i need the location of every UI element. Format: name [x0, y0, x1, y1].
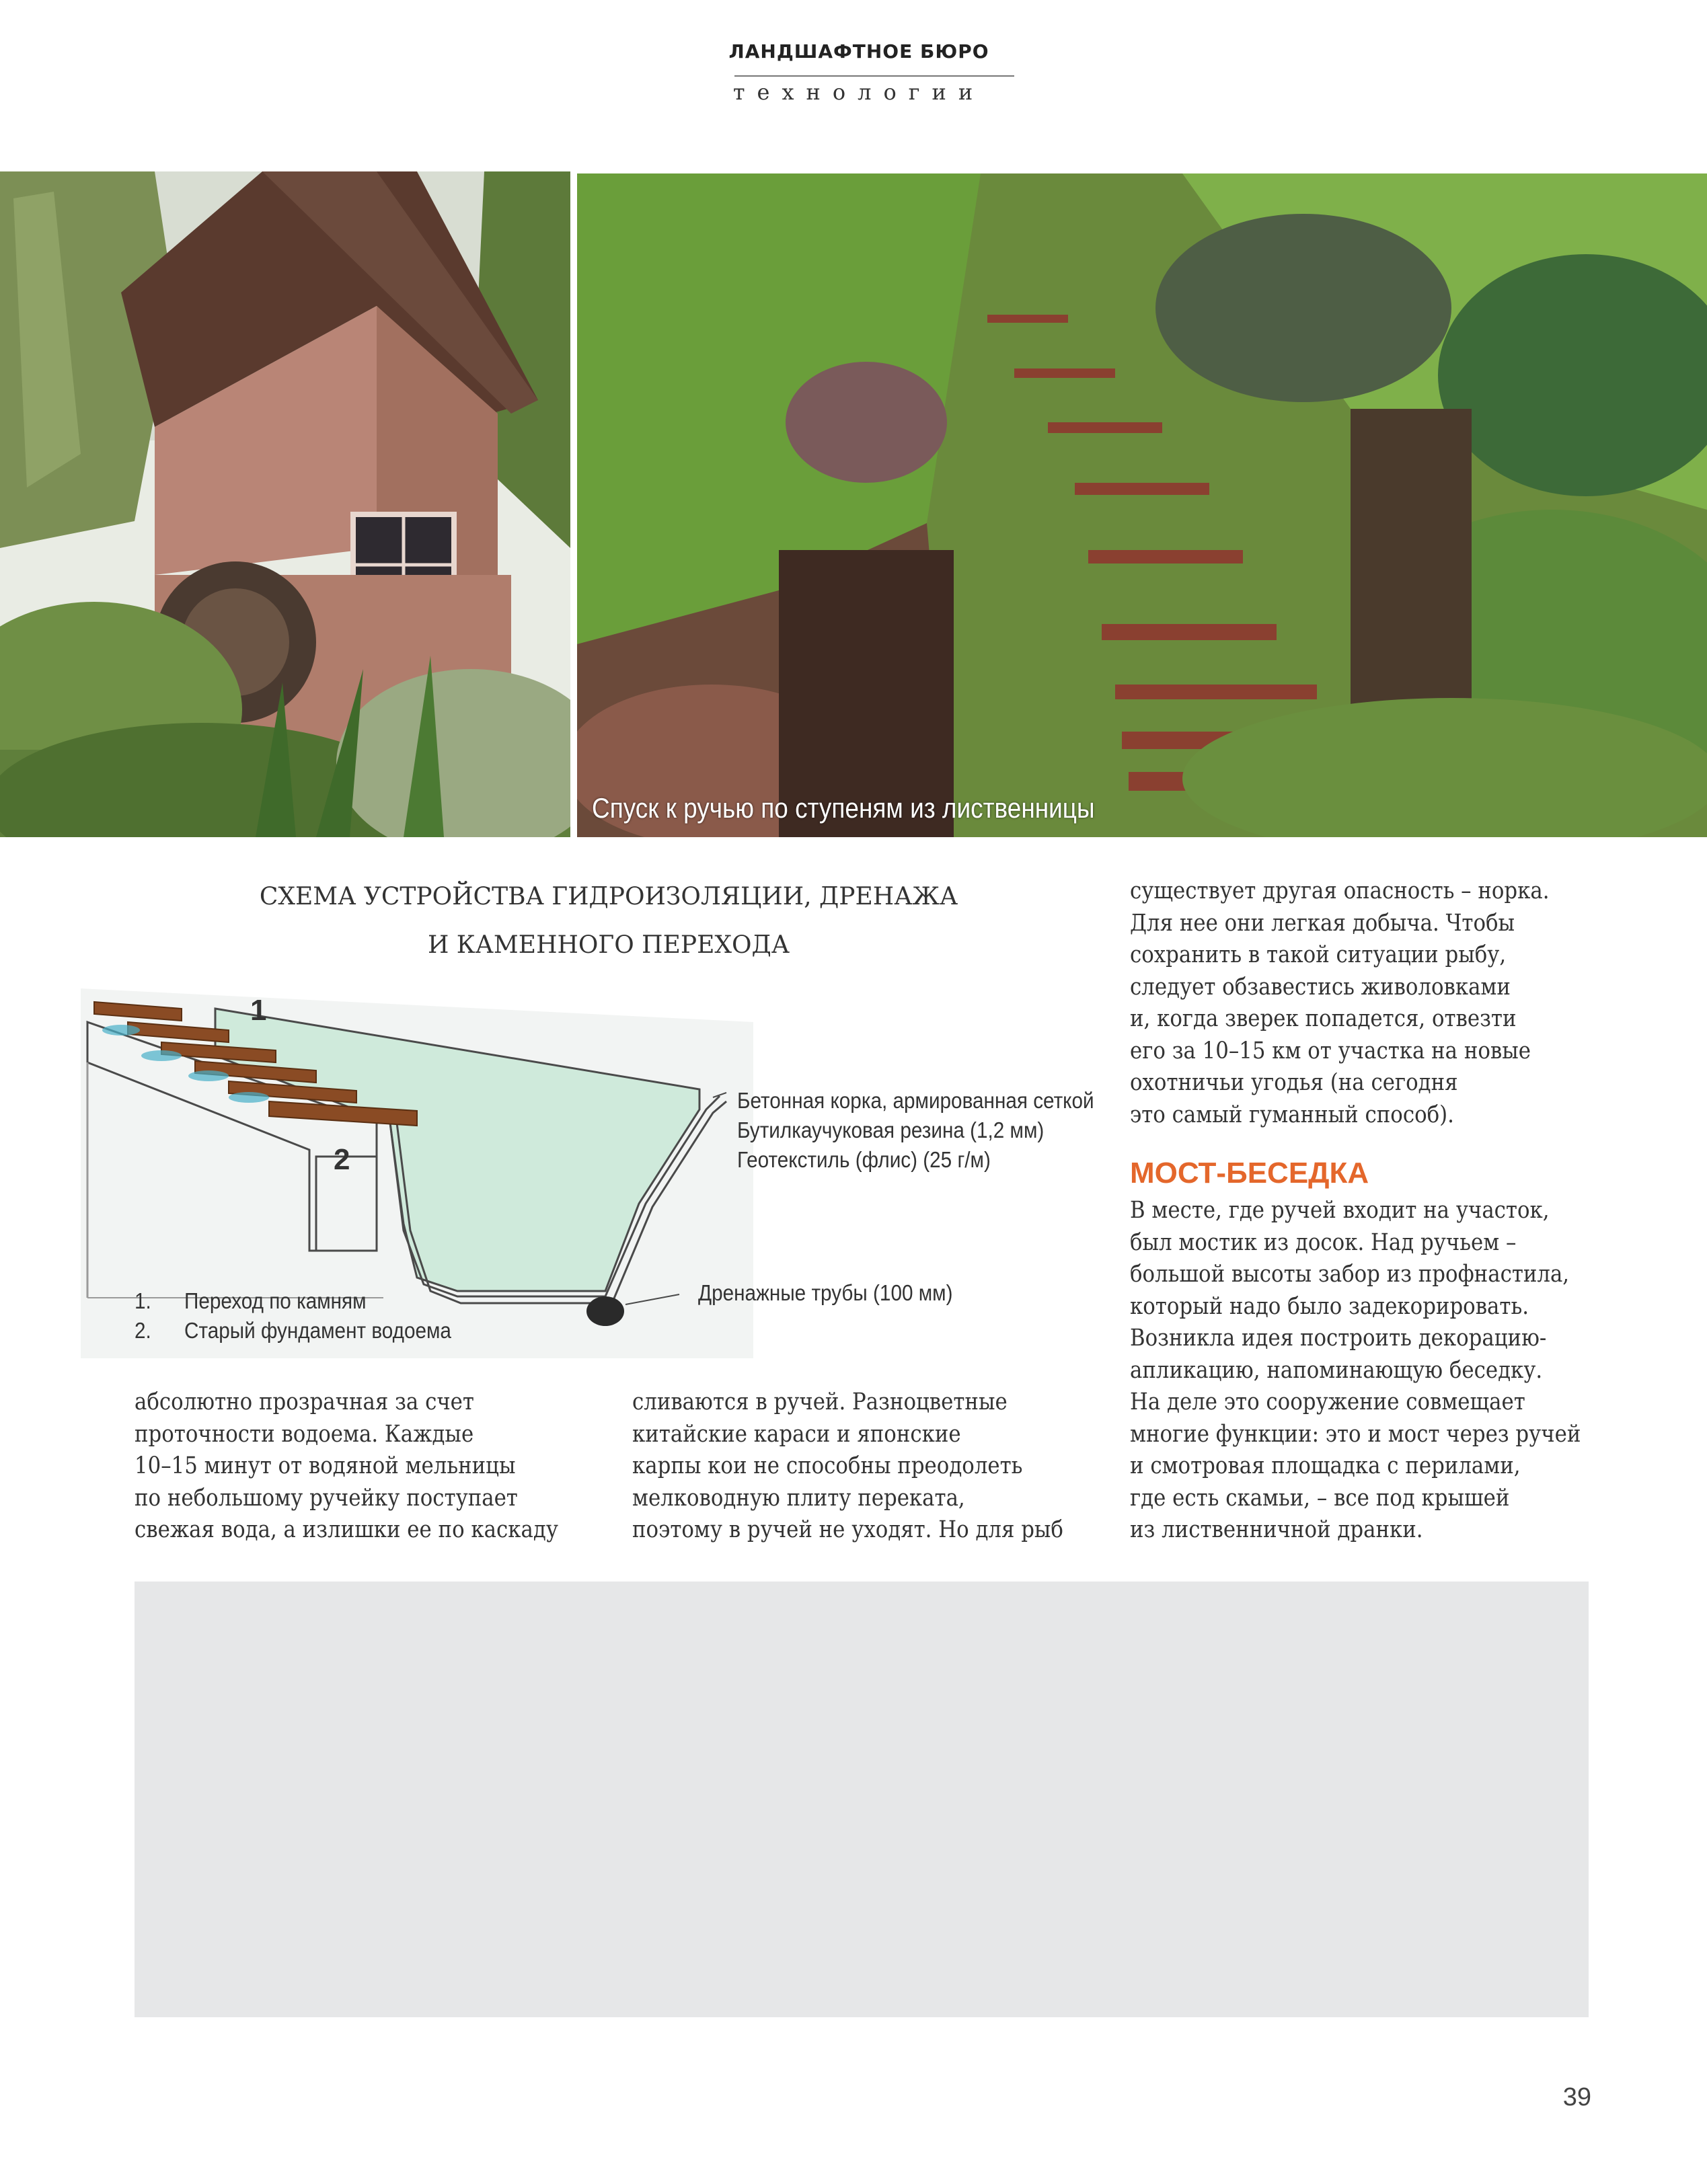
- col1-line: по небольшому ручейку поступает: [135, 1484, 518, 1512]
- image-placeholder: [135, 1582, 1589, 2017]
- col3-line: это самый гуманный способ).: [1130, 1101, 1454, 1128]
- photo-caption: Спуск к ручью по ступеням из лиственницы: [592, 792, 1095, 824]
- text-column-3-top: [1130, 875, 1550, 1131]
- page-number: 39: [1562, 2083, 1591, 2111]
- col3-line: его за 10–15 км от участка на новые: [1130, 1037, 1531, 1064]
- col2-line: поэтому в ручей не уходят. Но для рыб: [632, 1516, 1063, 1543]
- col1-line: абсолютно прозрачная за счет: [135, 1389, 474, 1415]
- col1-line: проточности водоема. Каждые: [135, 1420, 474, 1448]
- col2-line: китайские караси и японские: [632, 1420, 961, 1448]
- col2-line: мелководную плиту переката,: [632, 1484, 965, 1512]
- drain-label: Дренажные трубы (100 мм): [698, 1280, 953, 1305]
- section-subtitle: технологии: [732, 79, 985, 105]
- section-heading: МОСТ-БЕСЕДКА: [1130, 1157, 1369, 1190]
- col3-line: сохранить в такой ситуации рыбу,: [1130, 941, 1507, 968]
- diagram-marker-2: 2: [334, 1143, 350, 1176]
- col3-line: где есть скамьи, – все под крышей: [1130, 1484, 1510, 1512]
- col3-line: охотничьи угодья (на сегодня: [1130, 1069, 1458, 1096]
- watermill-photo: [0, 171, 570, 837]
- col3-line: из лиственничной дранки.: [1130, 1516, 1423, 1543]
- col1-line: 10–15 минут от водяной мельницы: [135, 1452, 516, 1479]
- text-column-1: [135, 1387, 558, 1547]
- scheme-title-line1: СХЕМА УСТРОЙСТВА ГИДРОИЗОЛЯЦИИ, ДРЕНАЖА: [259, 883, 958, 910]
- col3-line: большой высоты забор из профнастила,: [1130, 1261, 1570, 1288]
- legend-num-1: 1.: [135, 1288, 151, 1313]
- col3-line: который надо было задекорировать.: [1130, 1292, 1529, 1320]
- col1-line: свежая вода, а излишки ее по каскаду: [135, 1516, 558, 1543]
- legend-text-2: Старый фундамент водоема: [184, 1318, 451, 1343]
- col3-line: был мостик из досок. Над ручьем –: [1130, 1228, 1517, 1256]
- col3-line: Для нее они легкая добыча. Чтобы: [1130, 909, 1515, 937]
- col3-line: следует обзавестись живоловками: [1130, 973, 1511, 1001]
- steps-photo: [577, 173, 1707, 837]
- layer-label-rubber: Бутилкаучуковая резина (1,2 мм): [737, 1118, 1045, 1142]
- col2-line: карпы кои не способны преодолеть: [632, 1452, 1023, 1479]
- layer-label-geotextile: Геотекстиль (флис) (25 г/м): [737, 1147, 991, 1172]
- scheme-title: [202, 873, 1016, 970]
- scheme-title-line2: И КАМЕННОГО ПЕРЕХОДА: [427, 931, 790, 959]
- col3-line: В месте, где ручей входит на участок,: [1130, 1197, 1550, 1224]
- header-divider: [734, 75, 1014, 77]
- layer-label-concrete: Бетонная корка, армированная сеткой: [737, 1088, 1094, 1113]
- col3-line: существует другая опасность – норка.: [1130, 878, 1550, 904]
- col2-line: сливаются в ручей. Разноцветные: [632, 1389, 1008, 1415]
- text-column-3-bottom: [1130, 1195, 1581, 1547]
- col3-line: апликацию, напоминающую беседку.: [1130, 1356, 1543, 1384]
- col3-line: и смотровая площадка с перилами,: [1130, 1452, 1521, 1479]
- text-column-2: [632, 1387, 1063, 1547]
- col3-line: Возникла идея построить декорацию-: [1130, 1325, 1547, 1352]
- col3-line: многие функции: это и мост через ручей: [1130, 1420, 1581, 1448]
- diagram-marker-1: 1: [250, 994, 267, 1027]
- legend-text-1: Переход по камням: [184, 1288, 367, 1313]
- legend-num-2: 2.: [135, 1318, 151, 1343]
- section-title: ЛАНДШАФТНОЕ БЮРО: [728, 40, 989, 63]
- col3-line: На деле это сооружение совмещает: [1130, 1389, 1525, 1415]
- col3-line: и, когда зверек попадется, отвезти: [1130, 1005, 1517, 1032]
